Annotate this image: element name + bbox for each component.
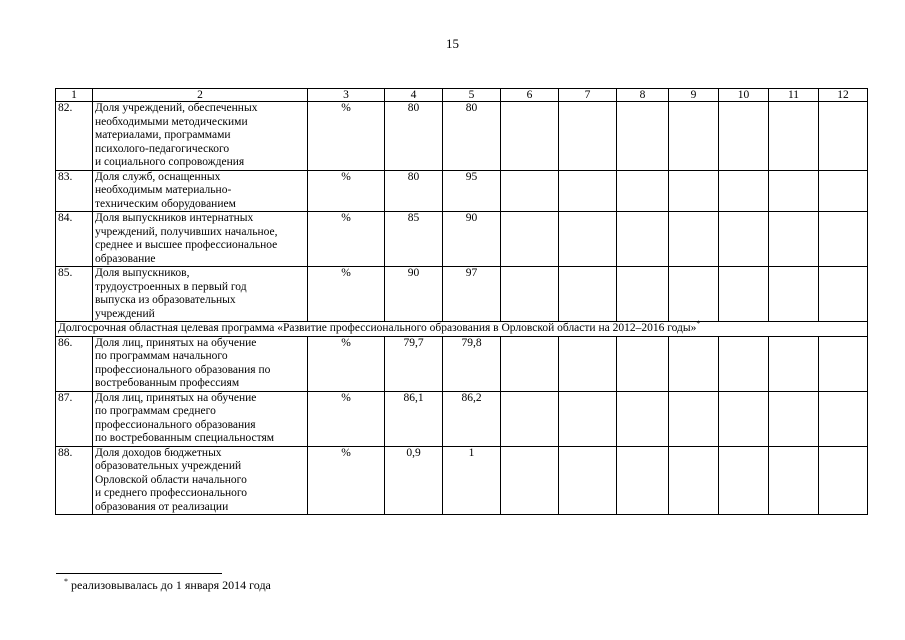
indicator-name-line: выпуска из образовательных xyxy=(95,294,236,306)
value-col-5: 79,8 xyxy=(443,336,501,391)
empty-cell-col-11 xyxy=(769,212,819,267)
indicator-name-line: Доля лиц, принятых на обучение xyxy=(95,391,257,404)
footnote xyxy=(64,578,271,593)
section-title-text: Долгосрочная областная целевая программа «Развитие профессионального образования в Орловской области на 2012–2016 годы» xyxy=(58,322,697,334)
empty-cell-col-12 xyxy=(819,267,868,322)
empty-cell-col-9 xyxy=(669,212,719,267)
empty-cell-col-6 xyxy=(501,446,559,515)
empty-cell-col-12 xyxy=(819,391,868,446)
value-col-5: 1 xyxy=(443,446,501,515)
empty-cell-col-10 xyxy=(719,391,769,446)
value-col-4: 86,1 xyxy=(385,391,443,446)
empty-cell-col-11 xyxy=(769,170,819,212)
value-col-5: 97 xyxy=(443,267,501,322)
empty-cell-col-11 xyxy=(769,446,819,515)
column-header: 12 xyxy=(819,89,868,102)
empty-cell-col-10 xyxy=(719,102,769,171)
value-col-5: 95 xyxy=(443,170,501,212)
empty-cell-col-9 xyxy=(669,170,719,212)
section-row xyxy=(56,322,868,337)
empty-cell-col-8 xyxy=(617,267,669,322)
indicator-name-line: по востребованным специальностям xyxy=(95,432,275,444)
indicator-name-line: материалами, программами xyxy=(95,129,231,141)
page-number: 15 xyxy=(446,36,459,51)
empty-cell-col-9 xyxy=(669,391,719,446)
empty-cell-col-8 xyxy=(617,391,669,446)
column-header: 10 xyxy=(719,89,769,102)
row-number: 84. xyxy=(56,212,93,267)
indicator-name-line: психолого-педагогического xyxy=(95,142,230,155)
table-row xyxy=(56,212,868,267)
empty-cell-col-12 xyxy=(819,336,868,391)
empty-cell-col-10 xyxy=(719,446,769,515)
indicator-name-line: Доля учреждений, обеспеченных xyxy=(95,102,258,114)
indicator-name-line: Доля лиц, принятых на обучение xyxy=(95,336,257,349)
column-header: 4 xyxy=(385,89,443,102)
column-header: 9 xyxy=(669,89,719,102)
column-header: 6 xyxy=(501,89,559,102)
indicator-name-line: Доля выпускников интернатных xyxy=(95,212,254,224)
column-header: 2 xyxy=(93,89,308,102)
indicator-name-line: среднее и высшее профессиональное xyxy=(95,239,278,251)
column-header: 1 xyxy=(56,89,93,102)
footnote-mark: * xyxy=(64,577,68,586)
empty-cell-col-12 xyxy=(819,212,868,267)
table-row xyxy=(56,391,868,446)
indicator-name-line: востребованным профессиям xyxy=(95,377,240,389)
row-number: 86. xyxy=(56,336,93,391)
empty-cell-col-8 xyxy=(617,170,669,212)
indicator-name-line: и среднего профессионального xyxy=(95,487,248,499)
footnote-text: реализовывалась до 1 января 2014 года xyxy=(68,578,271,592)
empty-cell-col-10 xyxy=(719,170,769,212)
indicator-name-line: образовательных учреждений xyxy=(95,460,242,472)
indicator-name xyxy=(93,212,308,267)
table-row xyxy=(56,336,868,391)
section-title xyxy=(56,319,868,337)
column-header: 8 xyxy=(617,89,669,102)
empty-cell-col-6 xyxy=(501,102,559,171)
indicator-name-line: учреждений, получивших начальное, xyxy=(95,225,278,238)
indicator-name xyxy=(93,336,308,391)
unit-cell: % xyxy=(308,102,385,171)
indicator-name-line: необходимыми методическими xyxy=(95,115,248,128)
empty-cell-col-6 xyxy=(501,212,559,267)
indicator-name-line: техническим оборудованием xyxy=(95,197,236,210)
empty-cell-col-6 xyxy=(501,267,559,322)
indicator-name-line: по программам начального xyxy=(95,350,228,362)
indicator-name-line: по программам среднего xyxy=(95,405,216,417)
value-col-4: 0,9 xyxy=(385,446,443,515)
empty-cell-col-10 xyxy=(719,336,769,391)
empty-cell-col-12 xyxy=(819,446,868,515)
indicator-name xyxy=(93,391,308,446)
value-col-4: 79,7 xyxy=(385,336,443,391)
section-footnote-mark: * xyxy=(696,319,701,329)
empty-cell-col-8 xyxy=(617,212,669,267)
empty-cell-col-8 xyxy=(617,102,669,171)
table-header-row xyxy=(56,89,868,102)
row-number: 82. xyxy=(56,102,93,171)
empty-cell-col-11 xyxy=(769,391,819,446)
empty-cell-col-7 xyxy=(559,391,617,446)
indicator-name xyxy=(93,170,308,212)
empty-cell-col-12 xyxy=(819,170,868,212)
table-row xyxy=(56,170,868,212)
empty-cell-col-10 xyxy=(719,212,769,267)
indicator-name-line: Доля доходов бюджетных xyxy=(95,446,222,459)
empty-cell-col-7 xyxy=(559,170,617,212)
unit-cell: % xyxy=(308,446,385,515)
empty-cell-col-9 xyxy=(669,267,719,322)
value-col-4: 85 xyxy=(385,212,443,267)
table-row xyxy=(56,446,868,515)
table-row xyxy=(56,102,868,171)
indicator-name-line: необходимым материально- xyxy=(95,184,232,196)
row-number: 85. xyxy=(56,267,93,322)
indicator-name-line: Орловской области начального xyxy=(95,473,247,486)
indicator-name-line: Доля выпускников, xyxy=(95,267,190,279)
column-header: 7 xyxy=(559,89,617,102)
indicator-name-line: профессионального образования xyxy=(95,418,256,431)
empty-cell-col-8 xyxy=(617,336,669,391)
empty-cell-col-6 xyxy=(501,170,559,212)
indicator-name-line: трудоустроенных в первый год xyxy=(95,280,247,293)
value-col-5: 86,2 xyxy=(443,391,501,446)
footnote-separator xyxy=(56,573,222,574)
value-col-5: 80 xyxy=(443,102,501,171)
empty-cell-col-6 xyxy=(501,336,559,391)
column-header: 11 xyxy=(769,89,819,102)
indicators-table xyxy=(55,88,868,515)
value-col-4: 80 xyxy=(385,102,443,171)
column-header: 5 xyxy=(443,89,501,102)
empty-cell-col-7 xyxy=(559,446,617,515)
row-number: 83. xyxy=(56,170,93,212)
indicator-name-line: и социального сопровождения xyxy=(95,156,245,168)
indicator-name xyxy=(93,267,308,322)
indicator-name-line: образование xyxy=(95,252,156,265)
indicator-name-line: профессионального образования по xyxy=(95,363,271,376)
indicator-name-line: Доля служб, оснащенных xyxy=(95,170,221,183)
empty-cell-col-12 xyxy=(819,102,868,171)
unit-cell: % xyxy=(308,212,385,267)
empty-cell-col-7 xyxy=(559,102,617,171)
value-col-5: 90 xyxy=(443,212,501,267)
indicator-name xyxy=(93,446,308,515)
unit-cell: % xyxy=(308,170,385,212)
indicator-name xyxy=(93,102,308,171)
empty-cell-col-11 xyxy=(769,336,819,391)
empty-cell-col-7 xyxy=(559,336,617,391)
empty-cell-col-8 xyxy=(617,446,669,515)
empty-cell-col-9 xyxy=(669,336,719,391)
column-header: 3 xyxy=(308,89,385,102)
indicator-name-line: образования от реализации xyxy=(95,500,229,513)
value-col-4: 80 xyxy=(385,170,443,212)
row-number: 88. xyxy=(56,446,93,515)
row-number: 87. xyxy=(56,391,93,446)
empty-cell-col-11 xyxy=(769,102,819,171)
empty-cell-col-9 xyxy=(669,446,719,515)
empty-cell-col-7 xyxy=(559,212,617,267)
indicator-name-line: учреждений xyxy=(95,307,155,320)
empty-cell-col-11 xyxy=(769,267,819,322)
unit-cell: % xyxy=(308,391,385,446)
empty-cell-col-10 xyxy=(719,267,769,322)
unit-cell: % xyxy=(308,336,385,391)
table-row xyxy=(56,267,868,322)
empty-cell-col-6 xyxy=(501,391,559,446)
empty-cell-col-7 xyxy=(559,267,617,322)
empty-cell-col-9 xyxy=(669,102,719,171)
value-col-4: 90 xyxy=(385,267,443,322)
unit-cell: % xyxy=(308,267,385,322)
